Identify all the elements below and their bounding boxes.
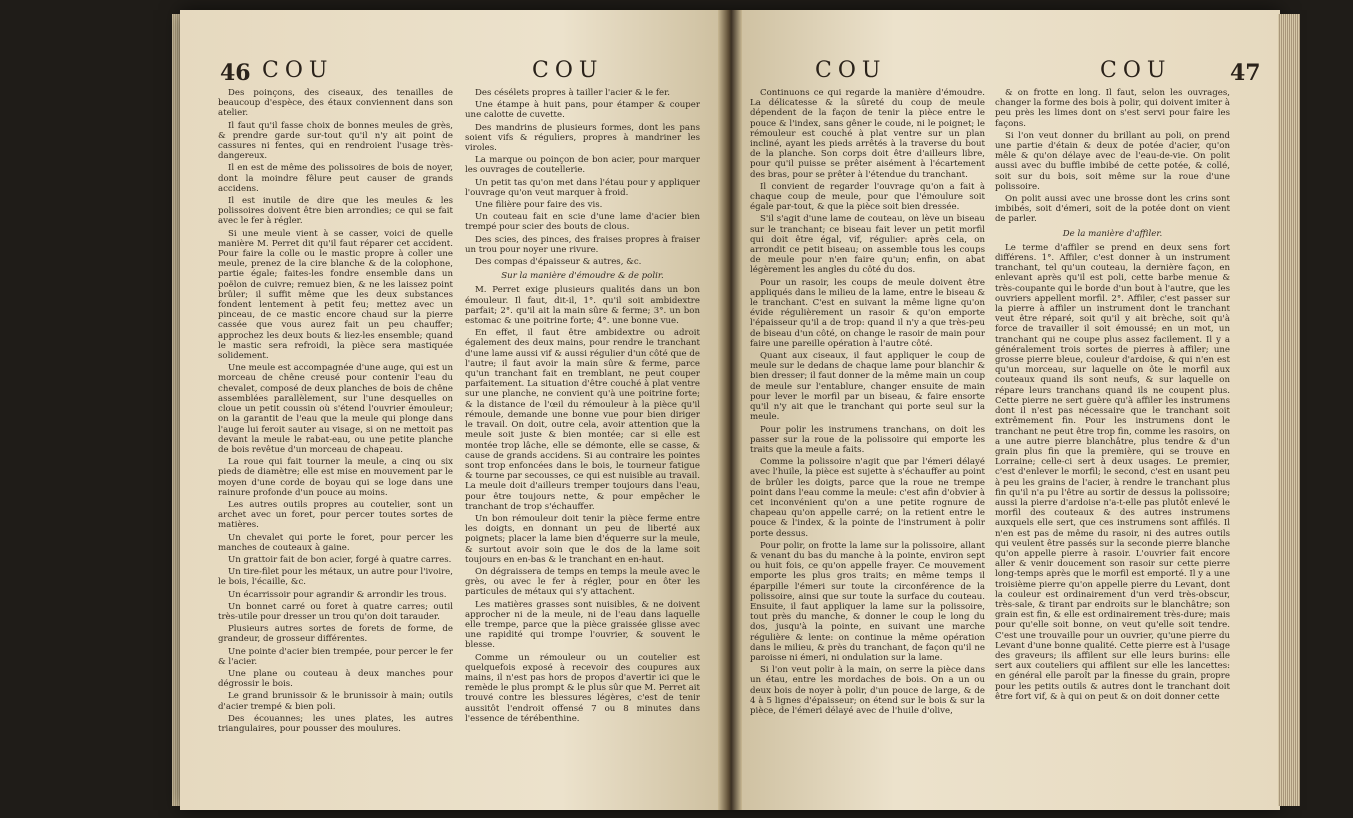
- paragraph: Pour polir les instrumens tranchans, on doit les passer sur la roue de la polissoire qui emporte les traits que la meule a faits.: [750, 424, 985, 455]
- paragraph: Le terme d'affiler se prend en deux sens fort différens. 1°. Affiler, c'est donner à un instrument tranchant, tel qu'un couteau, la dernière façon, en enlevant après qu'il est poli, cette barbe menue & très-coupante qui le borde d'un bout à l'autre, que les ouvriers appellent morfil. 2°. Affiler, c'est passer sur la pierre à affiler un instrument dont le tranchant veut être réparé, soit qu'il y ait brèche, soit qu'à force de travailler il soit émoussé; en un mot, un tranchant qui ne coupe plus assez facilement. Il y a généralement trois sortes de pierres à affiler; une grosse pierre bleue, couleur d'ardoise, & qui n'en est qu'un morceau, sur laquelle on ôte le morfil aux couteaux quand ils sont neufs, & sur laquelle on répare leurs tranchans quand ils ne coupent plus. Cette pierre ne sert guère qu'à affiler les instrumens dont il n'est pas nécessaire que le tranchant soit extrêmement fin. Pour les instrumens dont le tranchant ne peut être trop fin, comme les rasoirs, on a une autre pierre blanchâtre, plus tendre & d'un grain plus fin que la première, qui se trouve en Lorraine; celle-ci sert à deux usages. Le premier, c'est d'enlever le morfil; le second, c'est en usant peu à peu les grains de l'acier, à rendre le tranchant plus fin qu'il n'a pu l'être au sortir de dessus la polissoire; aussi la pierre d'ardoise n'a-t-elle pas plutôt enlevé le morfil des couteaux & des autres instrumens auxquels elle sert, que ces instrumens sont affilés. Il n'en est pas de même du rasoir, ni des autres outils qui veulent être passés sur la seconde pierre blanche qu'on appelle pierre à rasoir. L'ouvrier fait encore aller & venir doucement son rasoir sur cette pierre long-temps après que le morfil est emporté. Il y a une troisième pierre qu'on appelle pierre du Levant, dont la couleur est ordinairement d'un verd très-obscur, très-sale, & tirant par endroits sur le blanchâtre; son grain est fin, & elle est ordinairement très-dure; mais pour qu'elle soit bonne, on veut qu'elle soit tendre. C'est une trouvaille pour un ouvrier, qu'une pierre du Levant d'une bonne qualité. Cette pierre est à l'usage des graveurs; ils affilent sur elle leurs burins: elle sert aux couteliers qui affilent sur elle les lancettes: en général elle paroît par la finesse du grain, propre pour les petits outils & autres dont le tranchant doit être fort vif, & à qui on peut & on doit donner cette: [995, 242, 1230, 702]
- paragraph: Un bon rémouleur doit tenir la pièce ferme entre les doigts, en donnant un peu de liberté aux poignets; placer la lame bien d'équerre sur la meule, & surtout avoir soin que le dos de la lame soit toujours en en-bas & le tranchant en en-haut.: [465, 513, 700, 565]
- paragraph: Continuons ce qui regarde la manière d'émoudre. La délicatesse & la sûreté du coup de meule dépendent de la façon de tenir la pièce entre le pouce & l'index, sans gêner le coude, ni le poignet; le rémouleur est couché à plat ventre sur un plan incliné, ayant les pieds arrêtés à la traverse du bout de la planche. Son corps doit être d'ailleurs libre, pour qu'il puisse se prêter aisément à l'écartement des bras, pour se prêter à l'étendue du tranchant.: [750, 88, 985, 180]
- paragraph: Pour polir, on frotte la lame sur la polissoire, allant & venant du bas du manche à la pointe, environ sept ou huit fois, ce qu'on appelle frayer. Ce mouvement emporte les plus gros traits; en même temps il éparpille l'émeri sur toute la circonférence de la polissoire, ainsi que sur toute la surface du couteau. Ensuite, il faut appliquer la lame sur la polissoire, tout près du manche, & donner le coup le long du dos, jusqu'à la pointe, en suivant une marche régulière & lente: on continue la même opération dans le milieu, & près du tranchant, de façon qu'il ne paroisse ni émeri, ni ondulation sur la lame.: [750, 540, 985, 663]
- paragraph: Des mandrins de plusieurs formes, dont les pans soient vifs & réguliers, propres à mandriner les viroles.: [465, 122, 700, 154]
- page-edges-right: [1278, 14, 1300, 806]
- paragraph: Si l'on veut donner du brillant au poli, on prend une partie d'étain & deux de potée d'acier, qu'on mêle & qu'on délaye avec de l'eau-de-vie. On polit aussi avec du buffle imbibé de cette potée, & collé, soit sur du bois, soit même sur la roue d'une polissoire.: [995, 130, 1230, 192]
- paragraph: Un écarrissoir pour agrandir & arrondir les trous.: [228, 589, 447, 600]
- paragraph: Comme la polissoire n'agit que par l'émeri délayé avec l'huile, la pièce est sujette à s'échauffer au point de brûler les doigts, parce que la roue ne trempe point dans l'eau comme la meule: c'est afin d'obvier à cet inconvénient qu'on a une petite rognure de chapeau qu'on appelle carré; on la retient entre le pouce & l'index, & la pointe de l'instrument à polir porte dessus.: [750, 457, 985, 539]
- right-page-column-2: [995, 88, 1230, 704]
- book-spread: [180, 10, 1280, 810]
- paragraph: Des scies, des pinces, des fraises propres à fraiser un trou pour noyer une rivure.: [465, 234, 700, 255]
- left-page: [180, 10, 725, 810]
- right-page-column-1: [750, 88, 985, 718]
- paragraph: Un petit tas qu'on met dans l'étau pour y appliquer l'ouvrage qu'on veut marquer à froid.: [465, 177, 700, 198]
- paragraph: Un grattoir fait de bon acier, forgé à quatre carres.: [228, 554, 452, 565]
- paragraph: M. Perret exige plusieurs qualités dans un bon émouleur. Il faut, dit-il, 1°. qu'il soit ambidextre parfait; 2°. qu'il ait la main sûre & ferme; 3°. un bon estomac & une poitrine forte; 4°. une bonne vue.: [465, 285, 700, 327]
- paragraph: On polit aussi avec une brosse dont les crins sont imbibés, soit d'émeri, soit de la potée dont on vient de parler.: [995, 194, 1230, 225]
- paragraph: Il convient de regarder l'ouvrage qu'on a fait à chaque coup de meule, pour que l'émoulure soit égale par-tout, & que la pièce soit bien dressée.: [750, 181, 985, 213]
- right-page: [730, 10, 1280, 810]
- running-head-right-col1: COU: [815, 58, 887, 83]
- page-number-left: 46: [220, 60, 251, 86]
- page-number-right: 47: [1230, 60, 1261, 86]
- paragraph: Il en est de même des polissoires de bois de noyer, dont la moindre fêlure peut causer de grands accidens.: [218, 163, 453, 194]
- running-head-left-col1: COU: [262, 58, 334, 83]
- paragraph: On dégraissera de temps en temps la meule avec le grès, ou avec le fer à régler, pour en ôter les particules de métaux qui s'y attachent.: [465, 566, 700, 598]
- paragraph: Les matières grasses sont nuisibles, & ne doivent approcher ni de la meule, ni de l'eau dans laquelle elle trempe, parce que la pièce graissée glisse avec une rapidité qui trompe l'ouvrier, & souvent le blesse.: [465, 599, 700, 651]
- book-gutter: [718, 10, 742, 810]
- paragraph: La roue qui fait tourner la meule, a cinq ou six pieds de diamètre; elle est mise en mouvement par le moyen d'une corde de boyau qui se loge dans une rainure profonde d'un pouce au moins.: [218, 457, 453, 498]
- paragraph: Il est inutile de dire que les meules & les polissoires doivent être bien arrondies; ce qui se fait avec le fer à régler.: [218, 196, 453, 227]
- section-heading: De la manière d'affiler.: [1062, 228, 1163, 239]
- paragraph: Un chevalet qui porte le foret, pour percer les manches de couteaux à gaine.: [218, 532, 453, 553]
- paragraph: Une filière pour faire des vis.: [475, 200, 603, 211]
- paragraph: Des césélets propres à tailler l'acier & le fer.: [475, 88, 670, 98]
- paragraph: Une étampe à huit pans, pour étamper & couper une calotte de cuvette.: [465, 100, 700, 121]
- paragraph: En effet, il faut être ambidextre ou adroit également des deux mains, pour rendre le tranchant d'une lame aussi vif & aussi régulier d'un côté que de l'autre; il faut avoir la main sûre & ferme, parce qu'un tranchant fait en tremblant, ne peut couper parfaitement. La situation d'être couché à plat ventre sur une planche, ne convient qu'à une poitrine forte; & la distance de l'œil du rémouleur à la pièce qu'il rémoule, demande une bonne vue pour bien diriger le travail. On doit, outre cela, avoir attention que la meule soit juste & bien montée; car si elle est montée trop lâche, elle se démonte, elle se casse, & cause de grands accidens. Si au contraire les pointes sont trop enfoncées dans le bois, le tourneur fatigue & tourne par secousses, ce qui est nuisible au travail. La meule doit d'ailleurs tremper toujours dans l'eau, pour être toujours nette, & pour empêcher le tranchant de trop s'échauffer.: [465, 328, 700, 512]
- paragraph: Pour un rasoir, les coups de meule doivent être appliqués dans le milieu de la lame, entre le biseau & le tranchant. C'est en suivant la même ligne qu'on évide régulièrement un rasoir & qu'on emporte l'épaisseur qu'il a de trop: quand il n'y a que très-peu de biseau d'un côté, on change le rasoir de main pour faire une pareille opération à l'autre côté.: [750, 277, 985, 349]
- paragraph: & on frotte en long. Il faut, selon les ouvrages, changer la forme des bois à polir, qui doivent imiter à peu près les limes dont on s'est servi pour faire les façons.: [995, 88, 1230, 129]
- paragraph: Des compas d'épaisseur & autres, &c.: [475, 257, 642, 268]
- paragraph: Des écouannes; les unes plates, les autres triangulaires, pour pousser des moulures.: [218, 713, 453, 734]
- paragraph: Les autres outils propres au coutelier, sont un archet avec un foret, pour percer toutes sortes de matières.: [218, 499, 453, 531]
- paragraph: La marque ou poinçon de bon acier, pour marquer les ouvrages de coutellerie.: [465, 155, 700, 176]
- paragraph: Une meule est accompagnée d'une auge, qui est un morceau de chêne creusé pour contenir l'eau du chevalet, composé de deux planches de bois de chêne assemblées parallèlement, sur l'une desquelles on cloue un petit coussin où s'étend l'ouvrier émouleur; on la garantit de l'eau que la meule qui plonge dans l'auge lui feroit sauter au visage, si on ne mettoit pas devant la meule le rabat-eau, ou une petite planche de bois revêtue d'un morceau de chapeau.: [218, 363, 453, 455]
- paragraph: Plusieurs autres sortes de forets de forme, de grandeur, de grosseur différentes.: [218, 624, 453, 645]
- paragraph: Si une meule vient à se casser, voici de quelle manière M. Perret dit qu'il faut réparer cet accident. Pour faire la colle ou le mastic propre à coller une meule, prenez de la cire blanche & de la colophone, partie égale; faites-les fondre ensemble dans un poëlon de cuivre; remuez bien, & ne les laissez point brûler; il suffit même que les deux substances fondent lentement à petit feu; mettez avec un pinceau, de ce mastic encore chaud sur la pierre cassée que vous aurez fait un peu chauffer; approchez les deux bouts & liez-les ensemble; quand le mastic sera refroidi, la pièce sera mastiquée solidement.: [218, 228, 453, 362]
- paragraph: S'il s'agit d'une lame de couteau, on lève un biseau sur le tranchant; ce biseau fait lever un petit morfil qui doit être égal, vif, régulier: après cela, on arrondit ce petit biseau; on assemble tous les coups de meule pour n'en faire qu'un; enfin, on abat légèrement les angles du côté du dos.: [750, 214, 985, 276]
- paragraph: Un tire-filet pour les métaux, un autre pour l'ivoire, le bois, l'écaille, &c.: [218, 567, 453, 588]
- paragraph: Une pointe d'acier bien trempée, pour percer le fer & l'acier.: [218, 646, 453, 667]
- running-head-right-col2: COU: [1100, 58, 1172, 83]
- section-heading: Sur la manière d'émoudre & de polir.: [501, 271, 664, 282]
- paragraph: Le grand brunissoir & le brunissoir à main; outils d'acier trempé & bien poli.: [218, 691, 453, 712]
- paragraph: Une plane ou couteau à deux manches pour dégrossir le bois.: [218, 668, 453, 690]
- paragraph: Il faut qu'il fasse choix de bonnes meules de grès, & prendre garde sur-tout qu'il n'y ait point de cassures ni fentes, qui en rendroient l'usage très-dangereux.: [218, 120, 453, 162]
- paragraph: Des poinçons, des ciseaux, des tenailles de beaucoup d'espèce, des étaux conviennent dans son atelier.: [218, 88, 453, 119]
- running-head-left-col2: COU: [532, 58, 604, 83]
- paragraph: Un bonnet carré ou foret à quatre carres; outil très-utile pour dresser un trou qu'on doit tarauder.: [218, 601, 453, 622]
- left-page-column-2: [465, 88, 700, 726]
- paragraph: Comme un rémouleur ou un coutelier est quelquefois exposé à recevoir des coupures aux mains, il n'est pas hors de propos d'avertir ici que le remède le plus prompt & le plus sûr que M. Perret ait trouvé contre les blessures légères, c'est de tenir aussitôt l'endroit offensé 7 ou 8 minutes dans l'essence de térébenthine.: [465, 652, 700, 724]
- paragraph: Quant aux ciseaux, il faut appliquer le coup de meule sur le dedans de chaque lame pour blanchir & bien dresser; il faut donner de la même main un coup de meule sur l'entablure, changer ensuite de main pour lever le morfil par un biseau, & faire ensorte qu'il n'y ait que le tranchant qui porte seul sur la meule.: [750, 351, 985, 423]
- left-page-column-1: [218, 88, 453, 736]
- paragraph: Si l'on veut polir à la main, on serre la pièce dans un étau, entre les mordaches de bois. On a un ou deux bois de noyer à polir, d'un pouce de large, & de 4 à 5 lignes d'épaisseur; on étend sur le bois & sur la pièce, de l'émeri délayé avec de l'huile d'olive,: [750, 665, 985, 716]
- paragraph: Un couteau fait en scie d'une lame d'acier bien trempé pour scier des bouts de clous.: [465, 212, 700, 233]
